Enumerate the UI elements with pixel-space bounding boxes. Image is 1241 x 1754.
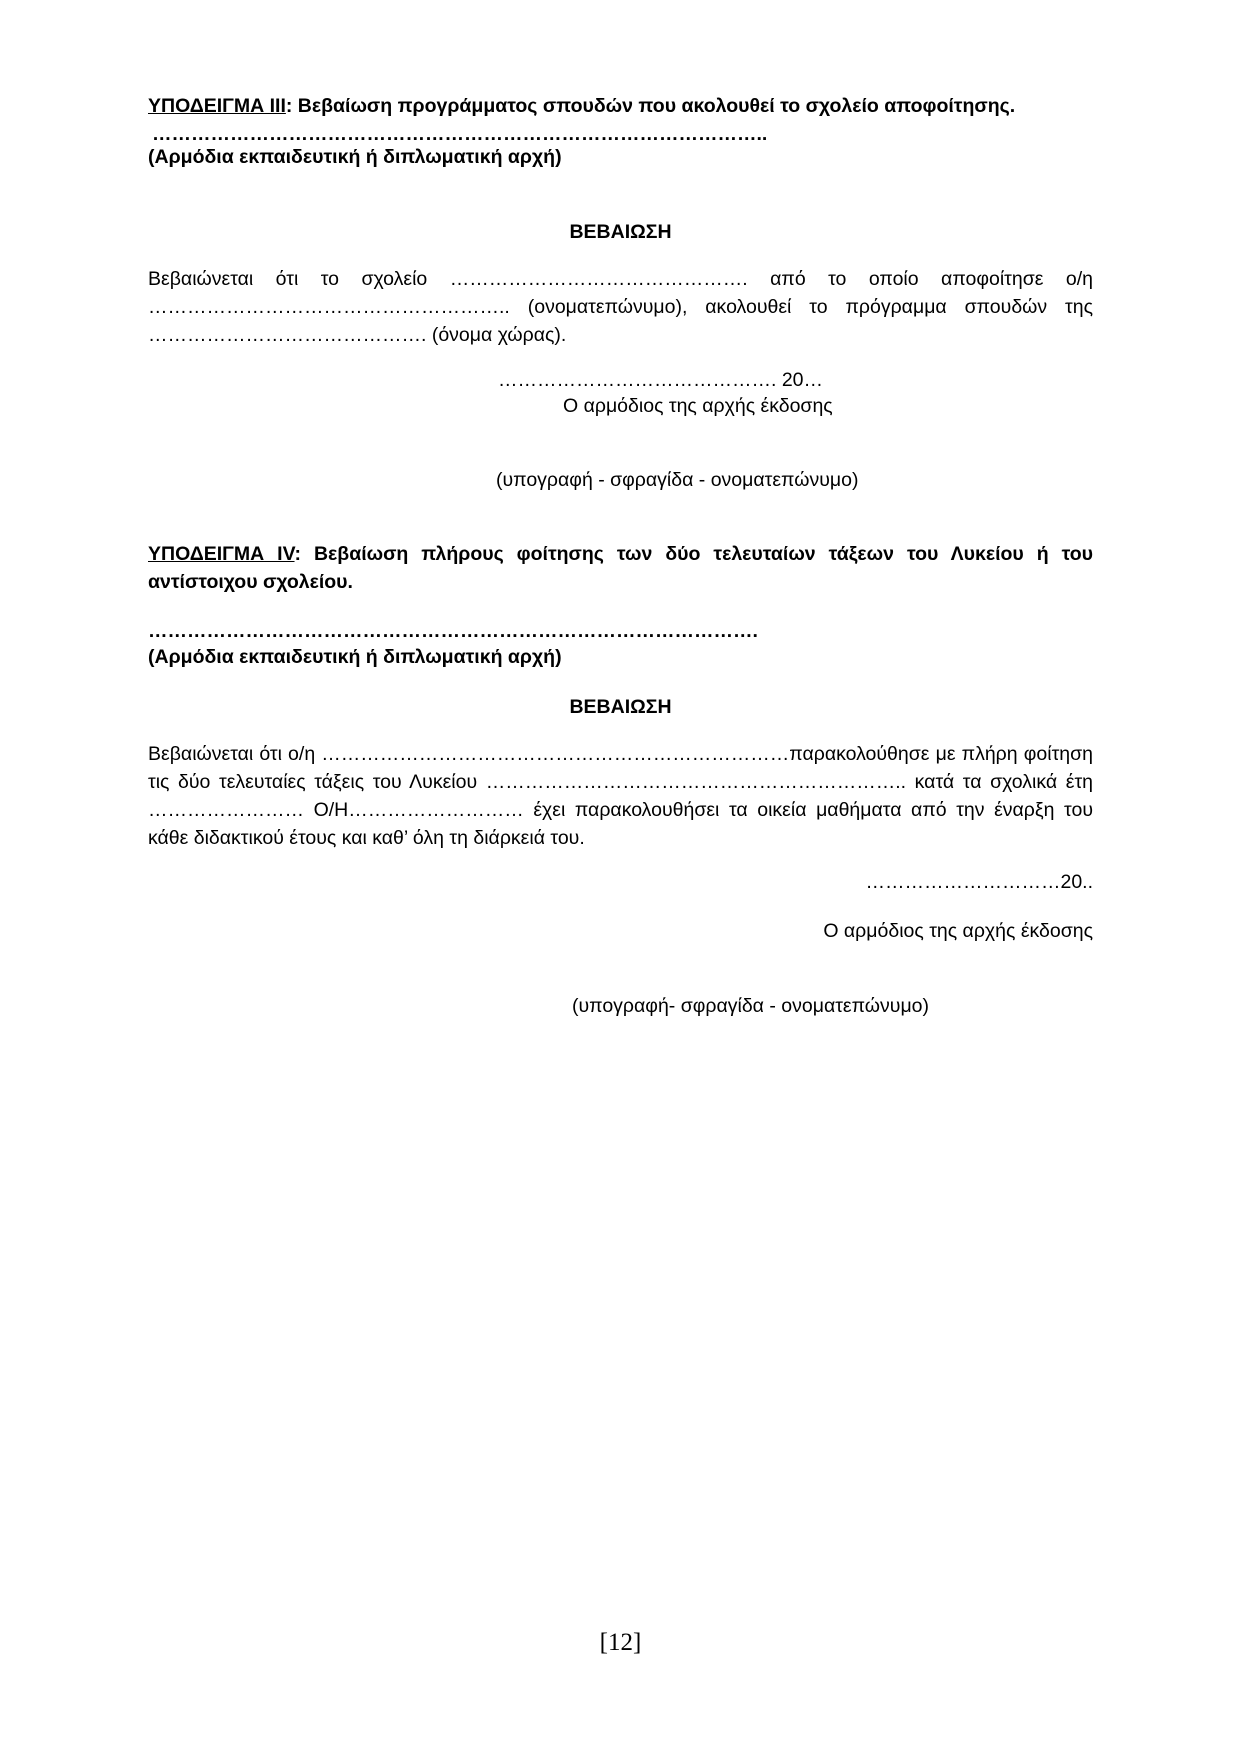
section4-authority: (Αρμόδια εκπαιδευτική ή διπλωματική αρχή) (148, 646, 562, 668)
section4-body (148, 740, 1093, 852)
section3-signature-note: (υπογραφή - σφραγίδα - ονοματεπώνυμο) (496, 469, 859, 491)
section4-title: ΒΕΒΑΙΩΣΗ (569, 696, 672, 718)
section4-body-line-2: τις δύο τελευταίες τάξεις του Λυκείου ……………………………………………………….. κατά τα σχολικά έτη (148, 771, 1093, 793)
section3-body-line-3: ……………………………………. (όνομα χώρας). (148, 324, 567, 346)
section4-signature-note: (υπογραφή- σφραγίδα - ονοματεπώνυμο) (572, 995, 930, 1017)
section4-body-line-4: κάθε διδακτικού έτους και καθ’ όλη τη διάρκειά του. (148, 827, 585, 849)
section3-body-line-1: Βεβαιώνεται ότι το σχολείο ………………………………………. από το οποίο αποφοίτησε ο/η (148, 268, 1093, 290)
section4-body-line-1: Βεβαιώνεται ότι ο/η ………………………………………………………………παρακολούθησε με πλήρη φοίτηση (148, 743, 1093, 765)
section3-authority: (Αρμόδια εκπαιδευτική ή διπλωματική αρχή) (148, 146, 562, 168)
section4-heading-line-1 (148, 540, 1093, 568)
section3-body (148, 265, 1093, 349)
section3-date-line: ……………………………………. 20… (498, 369, 824, 391)
section3-heading-text: : Βεβαίωση προγράμματος σπουδών που ακολουθεί το σχολείο αποφοίτησης. (285, 95, 1016, 117)
section4-label: ΥΠΟΔΕΙΓΜΑ ΙV (148, 543, 295, 565)
section3-authority-dots: ………………………………………………………………………………….. (152, 123, 768, 145)
section4-heading-line-2: αντίστοιχου σχολείου. (148, 571, 353, 593)
section3-heading (148, 92, 1093, 120)
section4-signatory: Ο αρμόδιος της αρχής έκδοσης (823, 920, 1093, 942)
section3-signatory: Ο αρμόδιος της αρχής έκδοσης (563, 395, 833, 417)
page-number: [12] (599, 1629, 642, 1656)
section3-title: ΒΕΒΑΙΩΣΗ (569, 221, 672, 243)
section4-body-line-3: …………………… Ο/Η……………………… έχει παρακολουθήσει τα οικεία μαθήματα από την έναρξη του (148, 799, 1093, 821)
section4-heading-text: : Βεβαίωση πλήρους φοίτησης των δύο τελευταίων τάξεων του Λυκείου ή του (294, 543, 1093, 565)
section3-body-line-2: ……………………………………………….. (ονοματεπώνυμο), ακολουθεί το πρόγραμμα σπουδών της (148, 296, 1093, 318)
section3-label: ΥΠΟΔΕΙΓΜΑ ΙΙΙ (148, 95, 286, 117)
section4-date-line: …………………………20.. (865, 871, 1093, 893)
section4-authority-dots: …………………………………………………………………………………. (148, 620, 758, 642)
